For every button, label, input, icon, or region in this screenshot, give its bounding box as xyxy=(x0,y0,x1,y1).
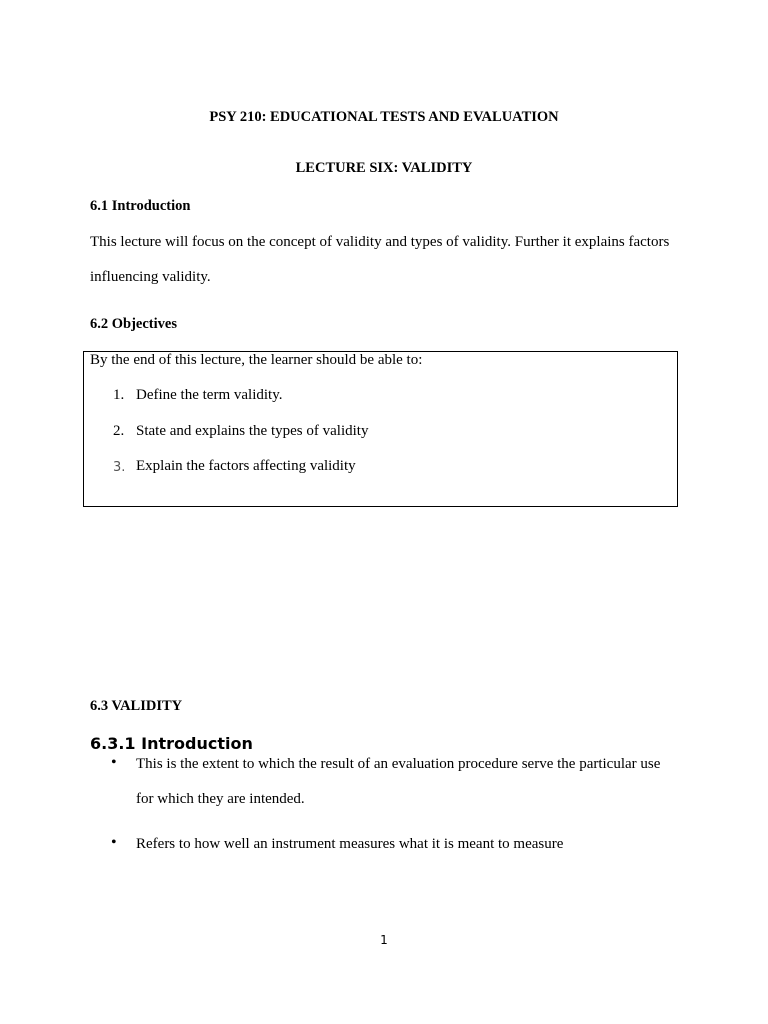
bullet-icon: • xyxy=(111,754,117,771)
bullet-icon: • xyxy=(111,834,117,851)
section-heading-introduction: 6.1 Introduction xyxy=(90,198,191,214)
subsection-heading-introduction: 6.3.1 Introduction xyxy=(90,734,253,753)
bullet-item: This is the extent to which the result of an evaluation procedure serve the particular use for which they are intended. xyxy=(136,756,661,807)
objective-item: Explain the factors affecting validity xyxy=(136,458,356,474)
objective-number: 2. xyxy=(113,423,125,439)
section-heading-objectives: 6.2 Objectives xyxy=(90,316,177,332)
page-number: 1 xyxy=(380,933,388,947)
course-title: PSY 210: EDUCATIONAL TESTS AND EVALUATION xyxy=(209,109,559,125)
objective-item: Define the term validity. xyxy=(136,387,283,403)
section-heading-validity: 6.3 VALIDITY xyxy=(90,698,183,714)
objectives-intro: By the end of this lecture, the learner should be able to: xyxy=(90,352,423,368)
lecture-title: LECTURE SIX: VALIDITY xyxy=(295,160,473,176)
objective-item: State and explains the types of validity xyxy=(136,423,369,439)
bullet-item: Refers to how well an instrument measures what it is meant to measure xyxy=(136,836,564,852)
objective-number: 3. xyxy=(113,460,126,475)
objective-number: 1. xyxy=(113,387,125,403)
intro-paragraph: This lecture will focus on the concept of validity and types of validity. Further it explains factors influencing validity. xyxy=(90,234,670,285)
